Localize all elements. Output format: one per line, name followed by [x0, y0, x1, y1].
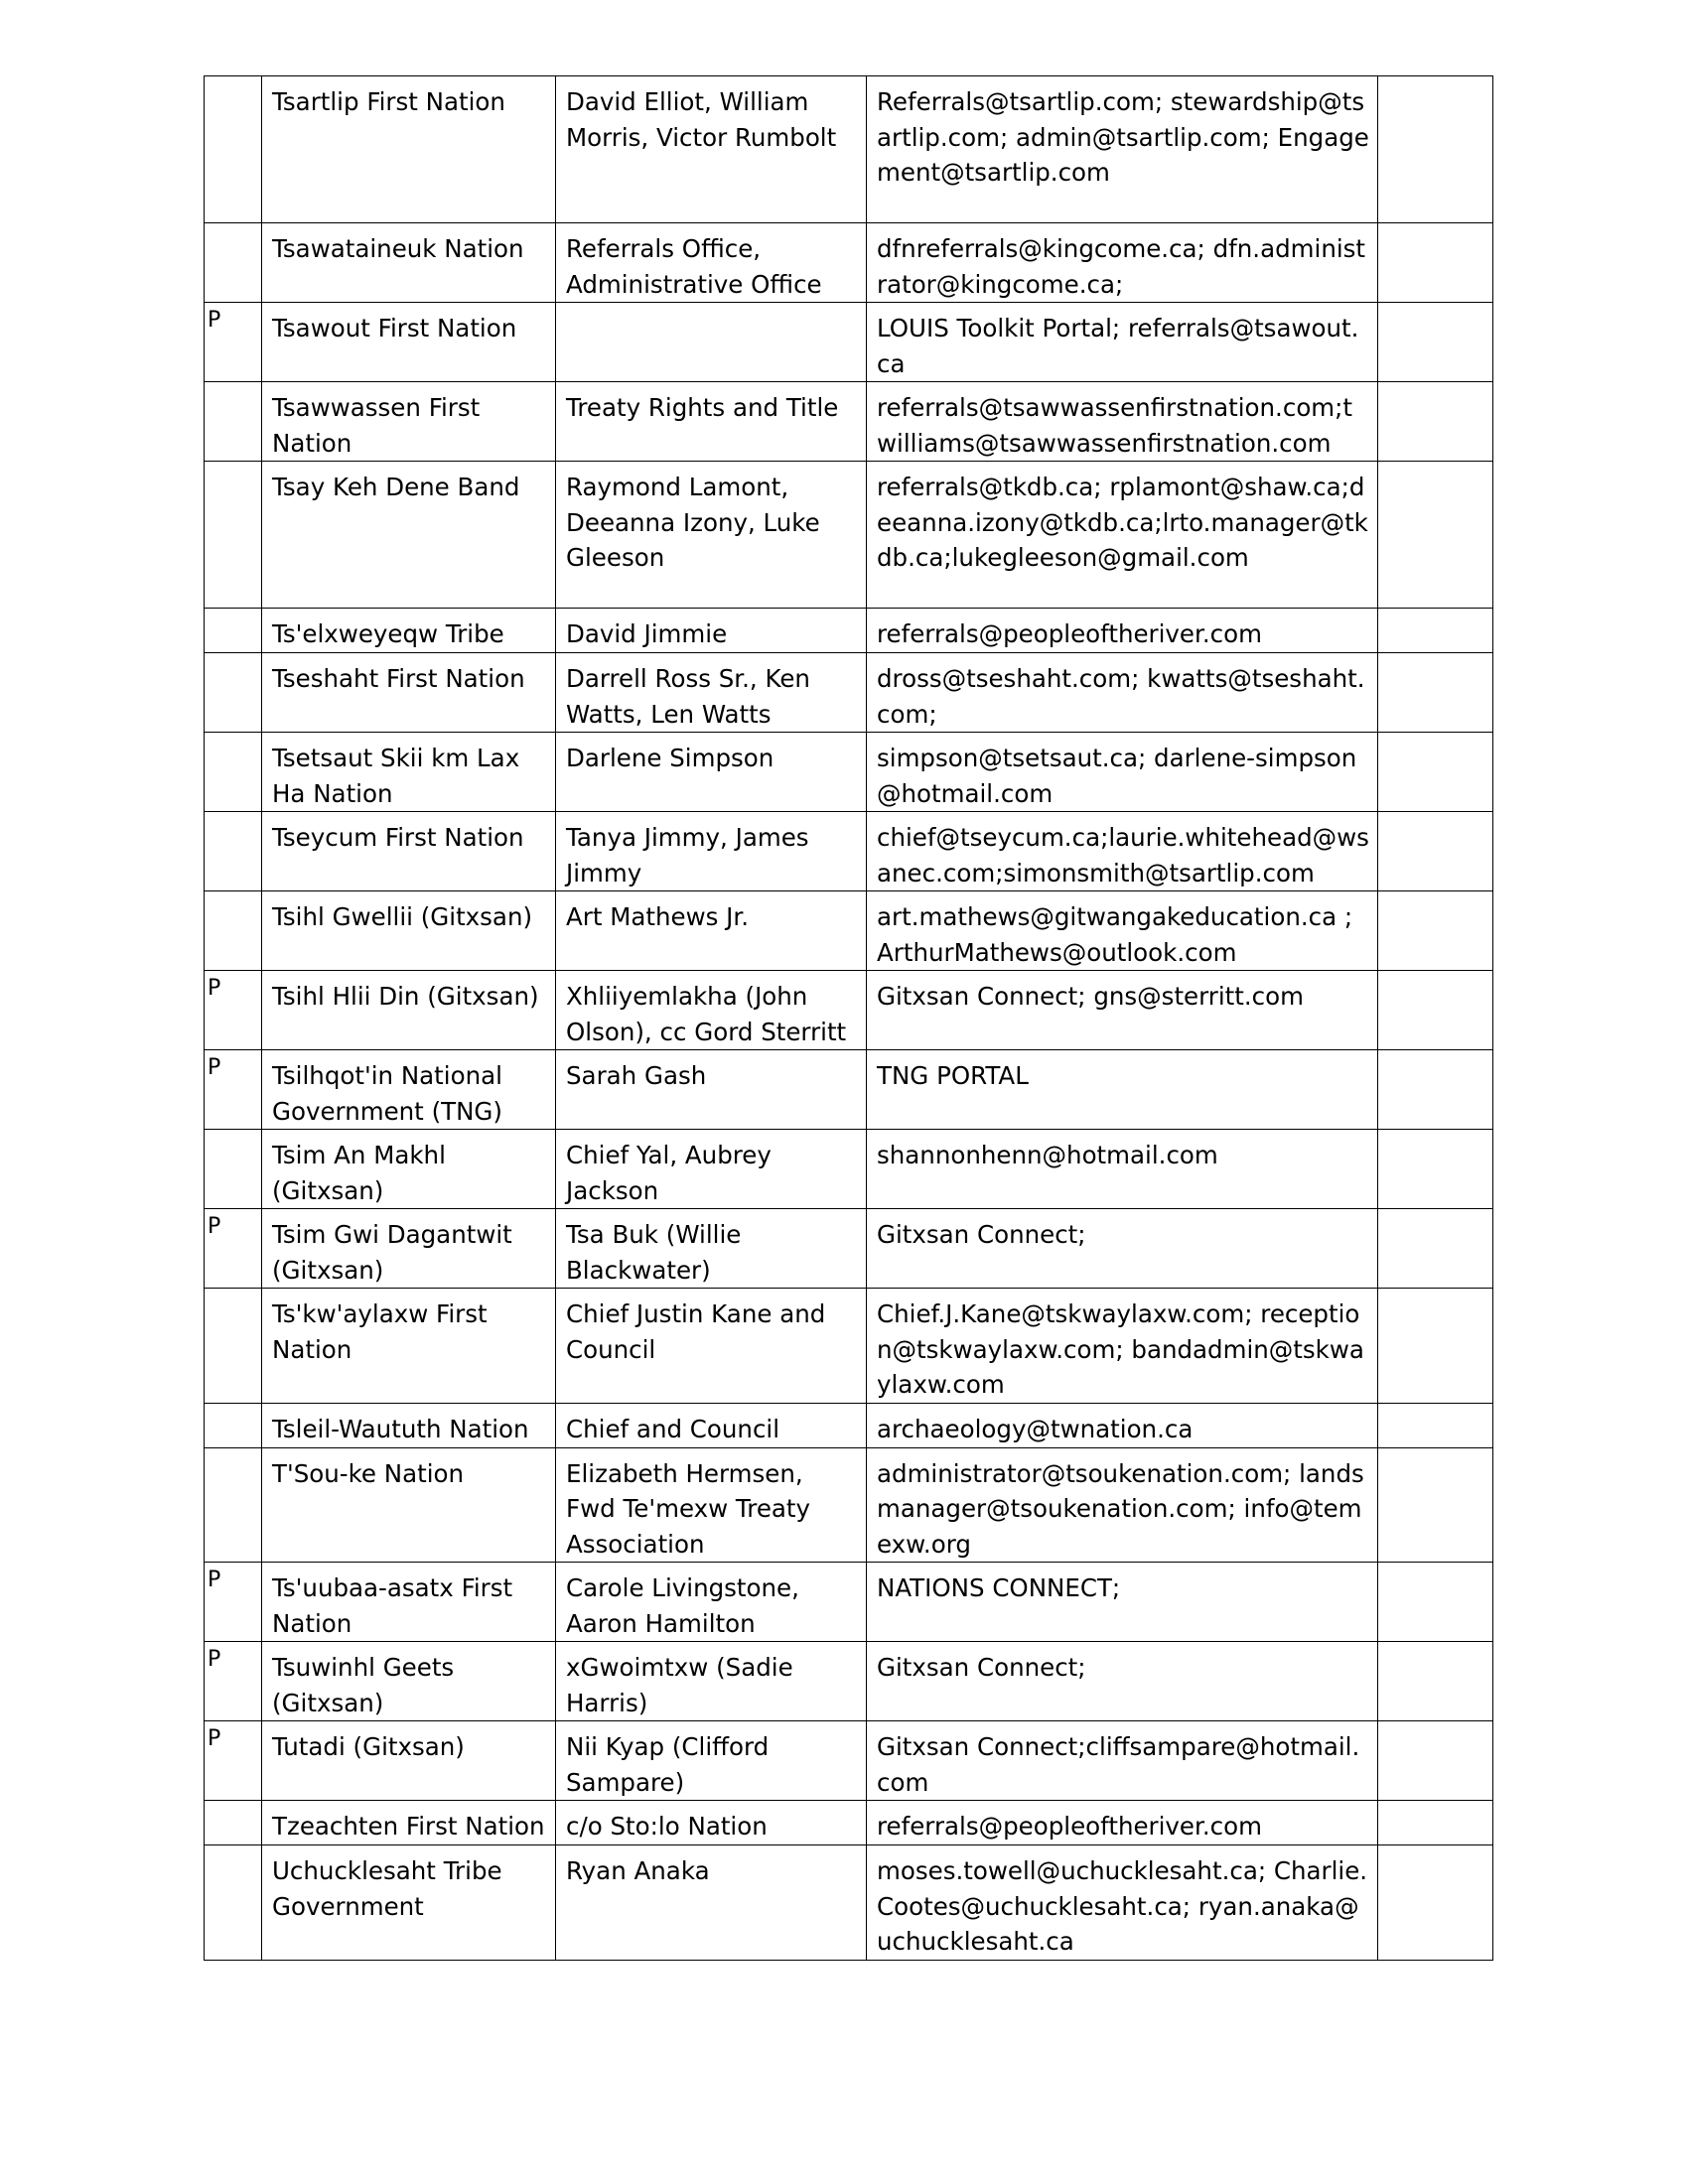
email-cell: dfnreferrals@kingcome.ca; dfn.administrator@kingcome.ca;: [867, 223, 1378, 303]
contact-person-cell: David Jimmie: [556, 609, 867, 653]
nation-name-cell: Tsihl Hlii Din (Gitxsan): [262, 971, 556, 1050]
table-row: [205, 1447, 1493, 1563]
portal-flag-cell: P: [205, 1563, 262, 1642]
table-row: [205, 891, 1493, 971]
table-row: [205, 223, 1493, 303]
contact-person-cell: Sarah Gash: [556, 1050, 867, 1130]
nation-name-cell: Tsawout First Nation: [262, 303, 556, 382]
table-row: [205, 1642, 1493, 1721]
email-cell: referrals@peopleoftheriver.com: [867, 1801, 1378, 1845]
email-cell: referrals@peopleoftheriver.com: [867, 609, 1378, 653]
email-cell: LOUIS Toolkit Portal; referrals@tsawout.ca: [867, 303, 1378, 382]
contact-person-cell: Carole Livingstone, Aaron Hamilton: [556, 1563, 867, 1642]
email-cell: Gitxsan Connect;cliffsampare@hotmail.com: [867, 1721, 1378, 1801]
nation-name-cell: Tsetsaut Skii km Lax Ha Nation: [262, 733, 556, 812]
nation-name-cell: Tseycum First Nation: [262, 812, 556, 891]
notes-cell: [1378, 653, 1493, 733]
contact-person-cell: Elizabeth Hermsen, Fwd Te'mexw Treaty Association: [556, 1447, 867, 1563]
table-row: [205, 1130, 1493, 1209]
nation-name-cell: Tsuwinhl Geets (Gitxsan): [262, 1642, 556, 1721]
notes-cell: [1378, 733, 1493, 812]
email-cell: Gitxsan Connect; gns@sterritt.com: [867, 971, 1378, 1050]
nation-name-cell: Tutadi (Gitxsan): [262, 1721, 556, 1801]
notes-cell: [1378, 1447, 1493, 1563]
contact-person-cell: Darlene Simpson: [556, 733, 867, 812]
contact-person-cell: xGwoimtxw (Sadie Harris): [556, 1642, 867, 1721]
nation-name-cell: Ts'uubaa-asatx First Nation: [262, 1563, 556, 1642]
portal-flag-cell: P: [205, 1209, 262, 1289]
portal-flag-cell: P: [205, 1642, 262, 1721]
notes-cell: [1378, 1050, 1493, 1130]
nation-name-cell: Tsleil-Waututh Nation: [262, 1403, 556, 1447]
email-cell: administrator@tsoukenation.com; landsmanager@tsoukenation.com; info@temexw.org: [867, 1447, 1378, 1563]
table-row: [205, 1801, 1493, 1845]
portal-flag-cell: [205, 1801, 262, 1845]
email-cell: art.mathews@gitwangakeducation.ca ; ArthurMathews@outlook.com: [867, 891, 1378, 971]
notes-cell: [1378, 812, 1493, 891]
contacts-table: [204, 75, 1493, 1961]
nation-name-cell: Tsawataineuk Nation: [262, 223, 556, 303]
portal-flag-cell: [205, 1130, 262, 1209]
contact-person-cell: David Elliot, William Morris, Victor Rumbolt: [556, 76, 867, 223]
portal-flag-cell: [205, 462, 262, 609]
portal-flag-cell: [205, 382, 262, 462]
table-row: [205, 462, 1493, 609]
notes-cell: [1378, 223, 1493, 303]
nation-name-cell: Tseshaht First Nation: [262, 653, 556, 733]
portal-flag-cell: [205, 1403, 262, 1447]
table-row: [205, 1289, 1493, 1404]
table-row: [205, 1050, 1493, 1130]
email-cell: shannonhenn@hotmail.com: [867, 1130, 1378, 1209]
portal-flag-cell: [205, 76, 262, 223]
email-cell: dross@tseshaht.com; kwatts@tseshaht.com;: [867, 653, 1378, 733]
portal-flag-cell: [205, 733, 262, 812]
email-cell: Referrals@tsartlip.com; stewardship@tsartlip.com; admin@tsartlip.com; Engagement@tsartlip.com: [867, 76, 1378, 223]
table-row: [205, 1209, 1493, 1289]
contact-person-cell: Darrell Ross Sr., Ken Watts, Len Watts: [556, 653, 867, 733]
contact-person-cell: Chief and Council: [556, 1403, 867, 1447]
email-cell: NATIONS CONNECT;: [867, 1563, 1378, 1642]
nation-name-cell: Tsim An Makhl (Gitxsan): [262, 1130, 556, 1209]
notes-cell: [1378, 1403, 1493, 1447]
contact-person-cell: c/o Sto:lo Nation: [556, 1801, 867, 1845]
notes-cell: [1378, 891, 1493, 971]
portal-flag-cell: P: [205, 971, 262, 1050]
email-cell: Gitxsan Connect;: [867, 1642, 1378, 1721]
portal-flag-cell: P: [205, 303, 262, 382]
email-cell: Chief.J.Kane@tskwaylaxw.com; reception@tskwaylaxw.com; bandadmin@tskwaylaxw.com: [867, 1289, 1378, 1404]
table-row: [205, 303, 1493, 382]
table-row: [205, 609, 1493, 653]
contact-person-cell: Art Mathews Jr.: [556, 891, 867, 971]
email-cell: referrals@tkdb.ca; rplamont@shaw.ca;deeanna.izony@tkdb.ca;lrto.manager@tkdb.ca;lukegleeson@gmail.com: [867, 462, 1378, 609]
contact-person-cell: Referrals Office, Administrative Office: [556, 223, 867, 303]
notes-cell: [1378, 303, 1493, 382]
contact-person-cell: Chief Yal, Aubrey Jackson: [556, 1130, 867, 1209]
nation-name-cell: T'Sou-ke Nation: [262, 1447, 556, 1563]
contact-person-cell: Nii Kyap (Clifford Sampare): [556, 1721, 867, 1801]
nation-name-cell: Uchucklesaht Tribe Government: [262, 1845, 556, 1961]
table-row: [205, 1721, 1493, 1801]
contact-person-cell: Treaty Rights and Title: [556, 382, 867, 462]
email-cell: TNG PORTAL: [867, 1050, 1378, 1130]
notes-cell: [1378, 76, 1493, 223]
portal-flag-cell: [205, 223, 262, 303]
contact-person-cell: Tanya Jimmy, James Jimmy: [556, 812, 867, 891]
email-cell: moses.towell@uchucklesaht.ca; Charlie.Cootes@uchucklesaht.ca; ryan.anaka@uchucklesaht.ca: [867, 1845, 1378, 1961]
notes-cell: [1378, 382, 1493, 462]
contact-person-cell: [556, 303, 867, 382]
contact-person-cell: Ryan Anaka: [556, 1845, 867, 1961]
nation-name-cell: Ts'kw'aylaxw First Nation: [262, 1289, 556, 1404]
table-row: [205, 733, 1493, 812]
table-row: [205, 653, 1493, 733]
table-row: [205, 971, 1493, 1050]
notes-cell: [1378, 1721, 1493, 1801]
table-row: [205, 1845, 1493, 1961]
nation-name-cell: Ts'elxweyeqw Tribe: [262, 609, 556, 653]
notes-cell: [1378, 971, 1493, 1050]
notes-cell: [1378, 462, 1493, 609]
table-row: [205, 76, 1493, 223]
contact-person-cell: Chief Justin Kane and Council: [556, 1289, 867, 1404]
email-cell: referrals@tsawwassenfirstnation.com;twilliams@tsawwassenfirstnation.com: [867, 382, 1378, 462]
notes-cell: [1378, 1642, 1493, 1721]
portal-flag-cell: [205, 1845, 262, 1961]
nation-name-cell: Tsartlip First Nation: [262, 76, 556, 223]
nation-name-cell: Tsawwassen First Nation: [262, 382, 556, 462]
contacts-table-body: [205, 76, 1493, 1961]
email-cell: chief@tseycum.ca;laurie.whitehead@wsanec.com;simonsmith@tsartlip.com: [867, 812, 1378, 891]
portal-flag-cell: [205, 812, 262, 891]
email-cell: Gitxsan Connect;: [867, 1209, 1378, 1289]
table-row: [205, 1403, 1493, 1447]
contact-person-cell: Raymond Lamont, Deeanna Izony, Luke Gleeson: [556, 462, 867, 609]
notes-cell: [1378, 1563, 1493, 1642]
table-row: [205, 812, 1493, 891]
nation-name-cell: Tsim Gwi Dagantwit (Gitxsan): [262, 1209, 556, 1289]
contact-person-cell: Xhliiyemlakha (John Olson), cc Gord Sterritt: [556, 971, 867, 1050]
portal-flag-cell: [205, 1447, 262, 1563]
nation-name-cell: Tsay Keh Dene Band: [262, 462, 556, 609]
email-cell: archaeology@twnation.ca: [867, 1403, 1378, 1447]
table-row: [205, 382, 1493, 462]
nation-name-cell: Tsilhqot'in National Government (TNG): [262, 1050, 556, 1130]
email-cell: simpson@tsetsaut.ca; darlene-simpson@hotmail.com: [867, 733, 1378, 812]
notes-cell: [1378, 1801, 1493, 1845]
portal-flag-cell: [205, 609, 262, 653]
contact-person-cell: Tsa Buk (Willie Blackwater): [556, 1209, 867, 1289]
table-row: [205, 1563, 1493, 1642]
notes-cell: [1378, 609, 1493, 653]
portal-flag-cell: P: [205, 1721, 262, 1801]
notes-cell: [1378, 1845, 1493, 1961]
nation-name-cell: Tzeachten First Nation: [262, 1801, 556, 1845]
nation-name-cell: Tsihl Gwellii (Gitxsan): [262, 891, 556, 971]
portal-flag-cell: P: [205, 1050, 262, 1130]
notes-cell: [1378, 1209, 1493, 1289]
portal-flag-cell: [205, 653, 262, 733]
portal-flag-cell: [205, 891, 262, 971]
notes-cell: [1378, 1130, 1493, 1209]
portal-flag-cell: [205, 1289, 262, 1404]
notes-cell: [1378, 1289, 1493, 1404]
